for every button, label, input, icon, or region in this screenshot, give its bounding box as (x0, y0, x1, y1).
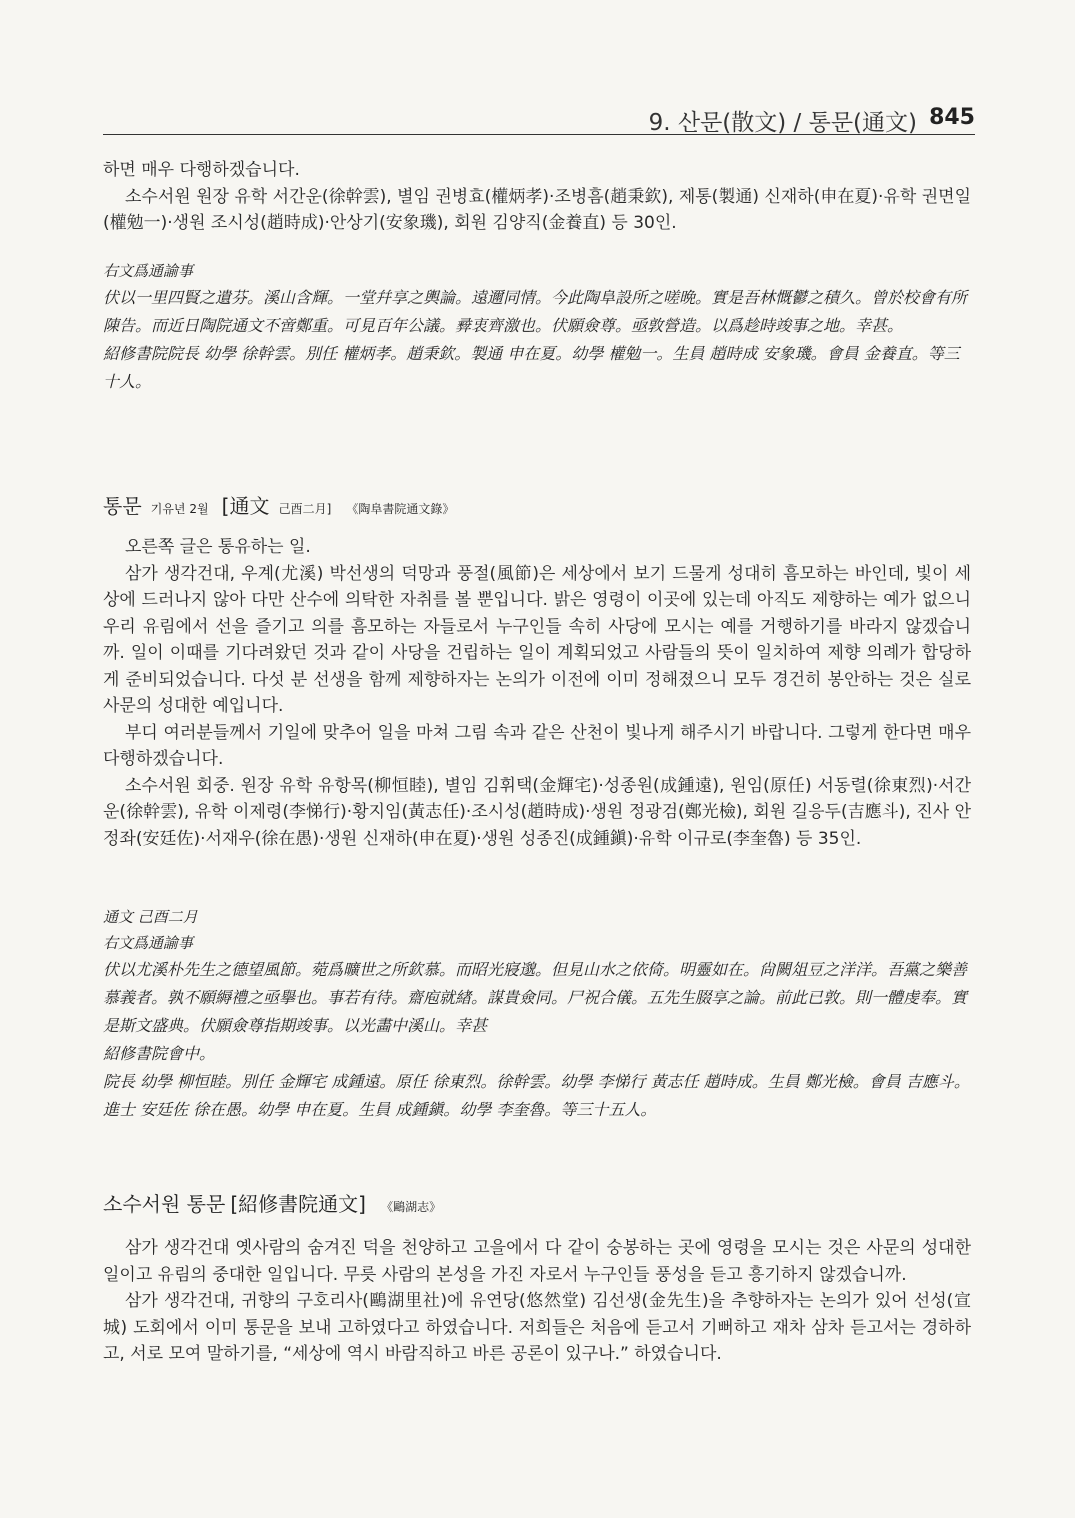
hanja-signers: 紹修書院院長 幼學 徐幹雲。別任 權炳孝。趙秉欽。製通 申在夏。幼學 權勉一。生員 趙時成 安象璣。會員 金養直。等三十人。 (103, 344, 960, 391)
section-heading (103, 1188, 441, 1217)
hanja-label: 右文爲通諭事 (103, 262, 194, 280)
paragraph: 오른쪽 글은 통유하는 일. (125, 537, 311, 557)
hanja-from: 紹修書院會中。 (103, 1044, 216, 1063)
heading-source: 《鷗湖志》 (381, 1200, 442, 1214)
paragraph: 부디 여러분들께서 기일에 맞추어 일을 마쳐 그림 속과 같은 산천이 빛나게 해주시기 바랍니다. 그렇게 한다면 매우 다행하겠습니다. (103, 722, 971, 769)
header-title: 9. 산문(散文) / 통문(通文) (648, 110, 917, 136)
hanja-body: 伏以尤溪朴先生之德望風節。菀爲曠世之所欽慕。而昭光寢邈。但見山水之依倚。明靈如在。尙闕俎豆之洋洋。吾黨之樂善慕義者。孰不願縟禮之亟擧也。事若有待。齋庖就緖。謀貴僉同。尸祝合儀。五先生腏享之論。前此已敦。則一體虔奉。實是斯文盛典。伏願僉尊指期竣事。以光畵中溪山。幸甚 (103, 960, 968, 1035)
block-continued-text (103, 157, 971, 237)
section-heading (103, 490, 454, 519)
page-number: 845 (929, 105, 975, 130)
running-header (103, 104, 975, 134)
section-body (103, 534, 971, 852)
signers-paragraph: 소수서원 원장 유학 서간운(徐幹雲), 별임 권병효(權炳孝)·조병흠(趙秉欽), 제통(製通) 신재하(申在夏)·유학 권면일(權勉一)·생원 조시성(趙時成)·안상기(安象璣), 회원 김양직(金養直) 등 30인. (103, 186, 971, 233)
heading-korean: 소수서원 통문 (103, 1192, 226, 1216)
heading-korean: 통문 (103, 494, 142, 518)
paragraph: 하면 매우 다행하겠습니다. (103, 160, 300, 180)
header-rule (103, 134, 975, 135)
hanja-original-1 (103, 258, 971, 396)
paragraph: 삼가 생각건대 옛사람의 숨겨진 덕을 천양하고 고을에서 다 같이 숭봉하는 곳에 영령을 모시는 것은 사문의 성대한 일이고 유림의 중대한 일입니다. 무릇 사람의 본성을 가진 자로서 누구인들 풍성을 듣고 흥기하지 않겠습니까. (103, 1238, 971, 1285)
section-body (103, 1235, 971, 1368)
hanja-signers: 院長 幼學 柳恒睦。別任 金輝宅 成鍾遠。原任 徐東烈。徐幹雲。幼學 李悌行 黃志任 趙時成。生員 鄭光檢。會員 吉應斗。進士 安廷佐 徐在愚。幼學 申在夏。生員 成鍾鎭。幼學 李奎魯。等三十五人。 (103, 1072, 970, 1119)
paragraph: 삼가 생각건대, 귀향의 구호리사(鷗湖里社)에 유연당(悠然堂) 김선생(金先生)을 추향하자는 논의가 있어 선성(宣城) 도회에서 이미 통문을 보내 고하였다고 하였습니다. 저희들은 처음에 듣고서 기뻐하고 재차 삼차 듣고서는 경하하고, 서로 모여 말하기를, “세상에 역시 바람직하고 바른 공론이 있구나.” 하였습니다. (103, 1291, 971, 1364)
heading-source: 《陶阜書院通文錄》 (346, 502, 455, 516)
hanja-body: 伏以一里四賢之遺芬。溪山含輝。一堂幷享之輿論。遠邇同情。今此陶阜設所之嗟晩。實是吾林慨鬱之積久。曾於校會有所陳告。而近日陶院通文不啻鄭重。可見百年公議。彛衷齊激也。伏願僉尊。亟敦營造。以爲趁時竣事之地。幸甚。 (103, 288, 968, 335)
heading-date-hanja: 己酉二月] (278, 502, 332, 516)
hanja-label: 右文爲通諭事 (103, 934, 194, 952)
signers-paragraph: 소수서원 회중. 원장 유학 유항목(柳恒睦), 별임 김휘택(金輝宅)·성종원(成鍾遠), 원임(原任) 서동렬(徐東烈)·서간운(徐幹雲), 유학 이제령(李悌行)·황지임(黃志任)·조시성(趙時成)·생원 정광검(鄭光檢), 회원 길응두(吉應斗), 진사 안정좌(安廷佐)·서재우(徐在愚)·생원 신재하(申在夏)·생원 성종진(成鍾鎭)·유학 이규로(李奎魯) 등 35인. (103, 775, 971, 849)
heading-hanja: [紹修書院通文] (230, 1192, 366, 1216)
hanja-title: 通文 己酉二月 (103, 908, 198, 926)
hanja-original-2 (103, 904, 971, 1124)
paragraph: 삼가 생각건대, 우계(尤溪) 박선생의 덕망과 풍절(風節)은 세상에서 보기 드물게 성대히 흠모하는 바인데, 빛이 세상에 드러나지 않아 다만 산수에 의탁한 자취를 볼 뿐입니다. 밝은 영령이 이곳에 있는데 아직도 제향하는 예가 없으니 우리 유림에서 선을 즐기고 의를 흠모하는 자들로서 누구인들 속히 사당에 모시는 예를 거행하기를 바라지 않겠습니까. 일이 이때를 기다려왔던 것과 같이 사당을 건립하는 일이 계획되었고 사람들의 뜻이 일치하여 제향 의례가 합당하게 준비되었습니다. 다섯 분 선생을 함께 제향하자는 논의가 이전에 이미 정해졌으니 모두 경건히 봉안하는 것은 실로 사문의 성대한 예입니다. (103, 563, 971, 716)
heading-hanja: [通文 (221, 494, 270, 518)
heading-date-korean: 기유년 2월 (150, 502, 209, 516)
